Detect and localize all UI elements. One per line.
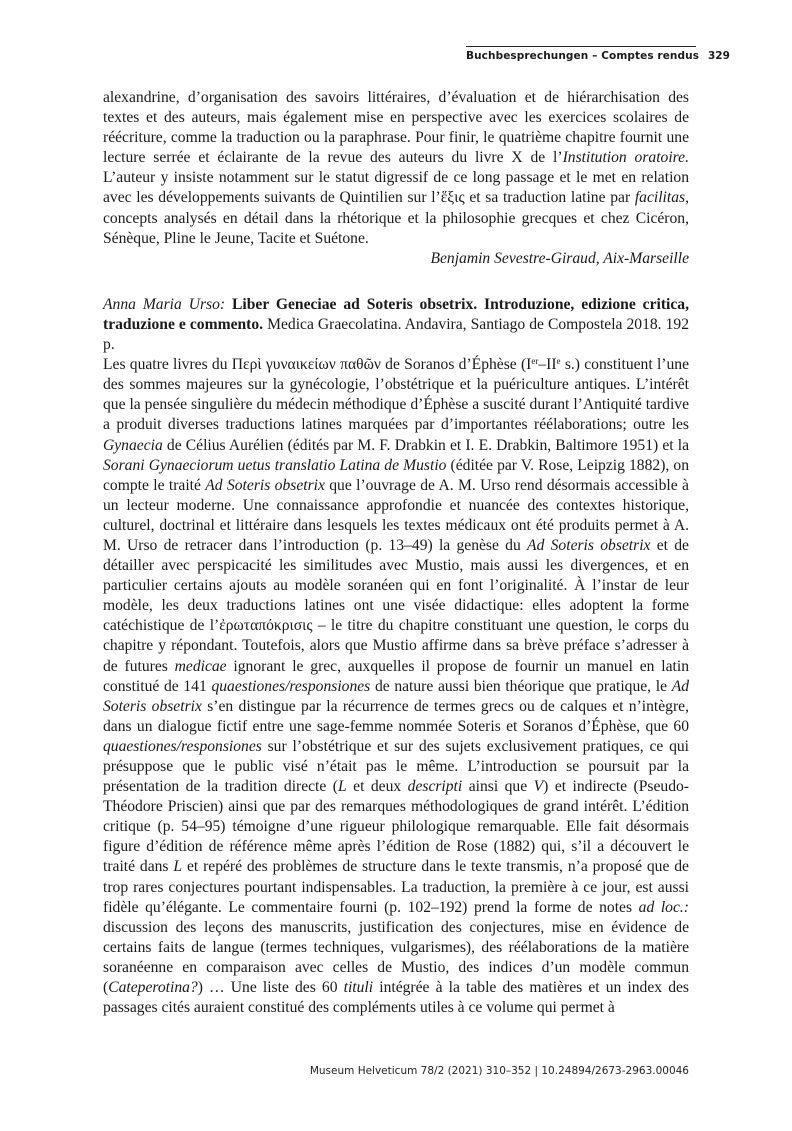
page-body [103,88,689,1018]
text-span: discussion des leçons des manuscrits, justification des conjectures, mise en évidence de certains faits de langue (termes techniques, vulgarismes), des réélaborations de la matière soranéenne en comparaison avec celles de Mustio, des indices d’un modèle commun ( [103,918,689,997]
review-2-citation [103,295,689,355]
italic-term: facilitas [634,189,686,207]
book-publication: Medica Graecolatina. Andavira, Santiago de Compostela 2018. 192 p. [103,315,689,354]
text-span: ainsi que [462,778,534,796]
italic-span: ad loc.: [638,898,689,916]
text-span: et de détailler avec perspicacité les similitudes avec Mustio, mais aussi les divergences, et en particulier certains ajouts au modèle soranéen qui en font l’originalité. À l’instar de leur modèle, les deux traductions latines ont une visée didactique: elles adoptent la forme catéchistique de l’ἐρωταπόκρισις – le titre du chapitre constituant une question, le corps du chapitre y répondant. Toutefois, alors que Mustio affirme dans sa brève préface s’adresser à de futures [103,536,689,675]
italic-span: V [533,778,544,796]
superscript: er [531,356,539,367]
italic-span: Sorani Gynaeciorum uetus translatio Latina de Mustio [103,456,447,474]
italic-span: Ad Soteris obsetrix [205,476,325,494]
text-span: s’en distingue par la récurrence de termes grecs ou de calques et n’intègre, dans un dialogue fictif entre une sage-femme nommée Soteris et Soranos d’Éphèse, que 60 [103,697,689,735]
section-gap [103,269,689,295]
text-span: (éditée par V. Rose, Leipzig 1882), on compte le traité [103,456,689,494]
text-span: et deux [346,778,408,796]
running-header: Buchbesprechungen – Comptes rendus [466,50,700,62]
book-author: Anna Maria Urso: [103,295,226,313]
text-span: –II [538,356,557,374]
italic-span: medicae [174,657,227,675]
italic-span: quaestiones/responsiones [103,737,262,755]
italic-title: Institution oratoire. [562,149,689,167]
italic-span: L [173,858,183,876]
italic-span: descripti [407,778,463,796]
italic-span: Ad Soteris obsetrix [527,536,651,554]
text-span: s.) constituent l’une des sommes majeures sur la gynécologie, l’obstétrique et la puériculture antiques. L’intérêt que la pensée singulière du médecin méthodique d’Éphèse a suscité durant l’Antiquité tardive a produit diverses traductions latines marquées par d’importantes réélaborations; outre les [103,356,689,434]
text-span: sur l’obstétrique et sur des sujets exclusivement pratiques, ce qui présuppose que le public visé n’était pas le même. L’introduction se poursuit par la présentation de la tradition directe ( [103,737,689,796]
superscript: e [556,356,561,367]
footer-citation: Museum Helveticum 78/2 (2021) 310–352 | 10.24894/2673-2963.00046 [309,1065,689,1077]
review-1-paragraph [103,88,689,249]
text-span: et repéré des problèmes de structure dans le texte transmis, n’a proposé que de trop rares conjectures pourtant indispensables. La traduction, la première à ce jour, est aussi fidèle qu’élégante. Le commentaire fourni (p. 102–192) prend la forme de notes [103,858,689,916]
text-span: intégrée à la table des matières et un index des passages cités auraient constitué des compléments utiles à ce volume qui permet à [103,979,689,1017]
header-rule [466,46,696,47]
text-span: L’auteur y insiste notamment sur le statut digressif de ce long passage et le met en relation avec les développements suivants de Quintilien sur l’ἕξις et sa traduction latine par [103,169,689,207]
text-span: ignorant le grec, auxquelles il propose de fournir un manuel en latin constitué de 141 [103,657,689,695]
text-span: alexandrine, d’organisation des savoirs littéraires, d’évaluation et de hiérarchisation des textes et des auteurs, mais également mise en perspective avec les exercices scolaires de réécriture, comme la traduction ou la paraphrase. Pour finir, le quatrième chapitre fournit une lecture serrée et éclairante de la revue des auteurs du livre X de l’ [103,89,689,167]
italic-span: Ad Soteris obsetrix [103,677,690,715]
italic-span: quaestiones/responsiones [211,677,371,695]
reviewer-signature: Benjamin Sevestre-Giraud, Aix-Marseille [430,249,689,267]
italic-span: tituli [343,979,374,997]
text-span: Les quatre livres du Περὶ γυναικείων παθῶν de Soranos d’Éphèse (I [103,356,532,374]
text-span: , concepts analysés en détail dans la rhétorique et la philosophie grecques et chez Cicéron, Sénèque, Pline le Jeune, Tacite et Suétone. [103,189,689,247]
page-number: 329 [708,50,730,62]
text-span: ) et indirecte (Pseudo-Théodore Priscien) ainsi que par des remarques méthodologiques de grand intérêt. L’édition critique (p. 54–95) témoigne d’une rigueur philologique remarquable. Elle fait désormais figure d’édition de référence même après l’édition de Rose (1882) qui, s’il a découvert le traité dans [103,778,689,876]
text-span: que l’ouvrage de A. M. Urso rend désormais accessible à un lecteur moderne. Une connaissance approfondie et nuancée des contextes historique, culturel, doctrinal et littéraire dans lesquels les textes médicaux ont été produits permet à A. M. Urso de retracer dans l’introduction (p. 13–49) la genèse du [103,476,689,554]
italic-span: Cateperotina? [108,979,198,997]
book-title: Liber Geneciae ad Soteris obsetrix. Introduzione, edizione critica, traduzione e commento. [103,295,689,333]
text-span: de nature aussi bien théorique que pratique, le [370,677,672,695]
italic-span: Gynaecia [103,436,163,454]
italic-span: L [337,778,347,796]
review-2-paragraph [103,355,689,1018]
text-span: de Célius Aurélien (édités par M. F. Drabkin et I. E. Drabkin, Baltimore 1951) et la [162,436,689,454]
text-span: ) … Une liste des 60 [197,979,344,997]
